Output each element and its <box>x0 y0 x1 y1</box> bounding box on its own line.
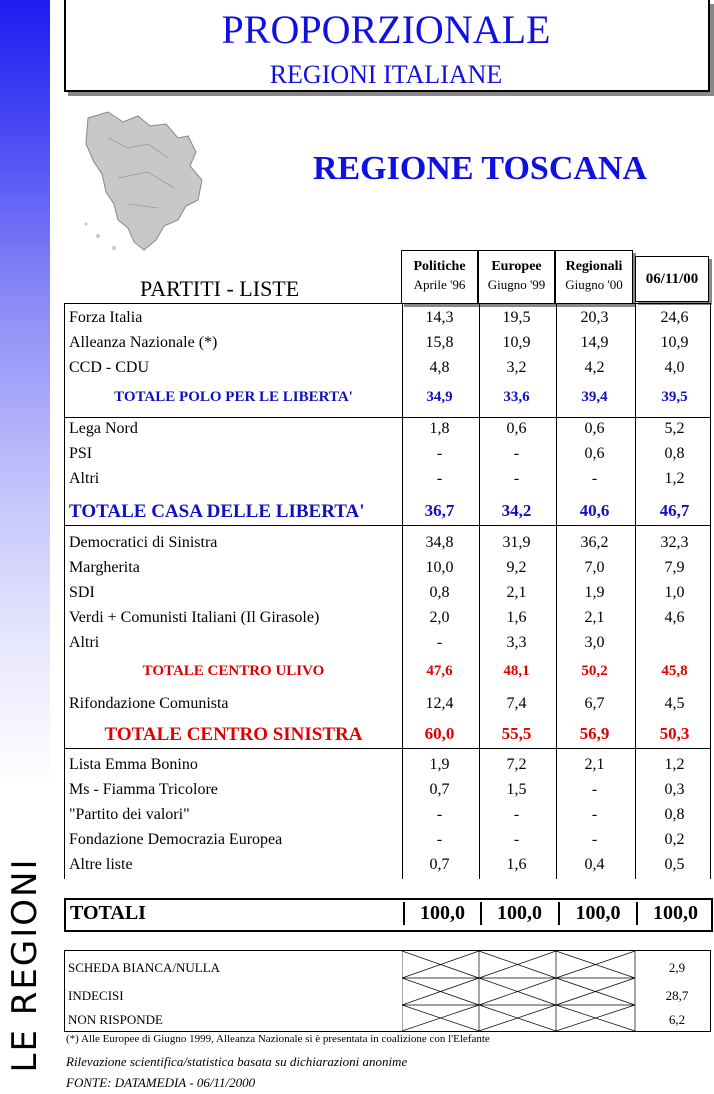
table-row <box>65 443 710 468</box>
row-label: Altre liste <box>69 856 133 873</box>
footnote: (*) Alle Europee di Giugno 1999, Alleanza Nazionale si è presentata in coalizione con l'Elefante <box>66 1033 490 1045</box>
row-value: 14,9 <box>580 334 609 351</box>
toscana-map-icon <box>78 108 218 258</box>
scheda-value: 2,9 <box>668 960 686 975</box>
row-value: - <box>513 445 520 462</box>
table-row <box>65 804 710 829</box>
row-label: Altri <box>69 470 100 487</box>
row-label: TOTALE CASA DELLE LIBERTA' <box>69 501 365 522</box>
row-label: TOTALE POLO PER LE LIBERTA' <box>114 389 353 405</box>
row-value: 4,8 <box>429 359 450 376</box>
row-value: - <box>513 831 520 848</box>
row-label: Fondazione Democrazia Europea <box>69 831 283 848</box>
row-value: 3,0 <box>584 634 605 651</box>
row-value: 0,6 <box>584 420 605 437</box>
table-row <box>65 582 710 607</box>
row-value: 2,1 <box>506 584 527 601</box>
table-row <box>65 357 710 382</box>
row-value: 1,8 <box>429 420 450 437</box>
row-value: 6,7 <box>584 695 605 712</box>
totali-row <box>64 898 713 932</box>
row-value: 34,9 <box>426 389 453 405</box>
table-row <box>65 307 710 332</box>
sidebar-label: LE REGIONI <box>5 857 45 1073</box>
row-label: Ms - Fiamma Tricolore <box>69 781 218 798</box>
row-value: 2,1 <box>584 756 605 773</box>
table-row <box>65 557 710 582</box>
row-value: - <box>591 831 598 848</box>
table-row <box>65 387 710 412</box>
row-label: PSI <box>69 445 93 462</box>
row-label: "Partito dei valori" <box>69 806 190 823</box>
row-value: 0,8 <box>664 445 685 462</box>
row-value: - <box>513 806 520 823</box>
row-value: 15,8 <box>425 334 454 351</box>
row-value: 4,5 <box>664 695 685 712</box>
row-value: 47,6 <box>426 663 453 679</box>
row-value: 60,0 <box>424 724 455 743</box>
non-risponde-label: NON RISPONDE <box>68 1012 163 1027</box>
row-value: 1,6 <box>506 609 527 626</box>
row-label: Alleanza Nazionale (*) <box>69 334 218 351</box>
row-value: 0,3 <box>664 781 685 798</box>
row-value: - <box>436 806 443 823</box>
row-value: 45,8 <box>661 663 688 679</box>
row-value: 36,7 <box>424 501 455 520</box>
row-value: 1,0 <box>664 584 685 601</box>
crossed-cells <box>402 951 636 1031</box>
column-name: Regionali <box>565 259 623 274</box>
row-value: 10,9 <box>502 334 531 351</box>
row-value: 1,9 <box>584 584 605 601</box>
row-value: - <box>513 470 520 487</box>
page-title: PROPORZIONALE <box>221 7 551 52</box>
row-value: - <box>591 781 598 798</box>
row-label: TOTALE CENTRO SINISTRA <box>104 724 363 745</box>
row-value: 4,2 <box>584 359 605 376</box>
row-value: 0,5 <box>664 856 685 873</box>
column-header-date: 06/11/00 <box>635 256 709 302</box>
table-row <box>65 468 710 493</box>
scheda-label: SCHEDA BIANCA/NULLA <box>68 960 221 975</box>
row-value: 0,2 <box>664 831 685 848</box>
row-value: 1,2 <box>664 756 685 773</box>
row-value: 50,2 <box>581 663 608 679</box>
row-value: 24,6 <box>660 309 689 326</box>
row-value: 1,5 <box>506 781 527 798</box>
table-row <box>65 499 710 524</box>
row-label: Forza Italia <box>69 309 143 326</box>
row-value: 32,3 <box>660 534 689 551</box>
row-value: - <box>436 634 443 651</box>
row-value: 1,2 <box>664 470 685 487</box>
row-value: 2,1 <box>584 609 605 626</box>
row-value: 55,5 <box>501 724 532 743</box>
table-row <box>65 418 710 443</box>
table-row <box>65 722 710 747</box>
totali-label: TOTALI <box>70 902 146 924</box>
row-value: 7,2 <box>506 756 527 773</box>
row-value: 9,2 <box>506 559 527 576</box>
row-label: TOTALE CENTRO ULIVO <box>142 663 325 679</box>
partiti-label: PARTITI - LISTE <box>140 276 300 301</box>
row-label: Democratici di Sinistra <box>69 534 218 551</box>
row-value: 1,9 <box>429 756 450 773</box>
row-value: 20,3 <box>580 309 609 326</box>
non-risponde-value: 6,2 <box>668 1012 686 1027</box>
row-value: 56,9 <box>579 724 610 743</box>
row-value: 3,2 <box>506 359 527 376</box>
row-value: 36,2 <box>580 534 609 551</box>
row-value: - <box>436 445 443 462</box>
row-value: 10,9 <box>660 334 689 351</box>
table-row <box>65 779 710 804</box>
totali-value: 100,0 <box>403 902 480 925</box>
row-value: 34,2 <box>501 501 532 520</box>
row-label: Rifondazione Comunista <box>69 695 229 712</box>
table-row <box>65 829 710 854</box>
totali-value: 100,0 <box>480 902 557 925</box>
column-name: Politiche <box>413 259 466 274</box>
row-value: 34,8 <box>425 534 454 551</box>
row-value: 0,6 <box>584 445 605 462</box>
table-row <box>65 607 710 632</box>
row-value: - <box>591 470 598 487</box>
rilevazione-note: Rilevazione scientifica/statistica basata su dichiarazioni anonime <box>66 1054 408 1069</box>
bottom-box <box>64 950 711 1032</box>
row-value: - <box>436 470 443 487</box>
region-title: REGIONE TOSCANA <box>312 150 648 187</box>
column-date: Giugno '99 <box>487 277 546 292</box>
row-value: 1,6 <box>506 856 527 873</box>
totali-value: 100,0 <box>636 902 713 925</box>
row-value: 50,3 <box>659 724 690 743</box>
row-value: 0,8 <box>664 806 685 823</box>
row-value: 0,4 <box>584 856 605 873</box>
row-value: 0,7 <box>429 856 450 873</box>
row-value: 7,9 <box>664 559 685 576</box>
row-value: 10,0 <box>425 559 454 576</box>
row-value: 12,4 <box>425 695 454 712</box>
totali-value: 100,0 <box>558 902 636 925</box>
row-value: 40,6 <box>579 501 610 520</box>
table-row <box>65 332 710 357</box>
column-date: Giugno '00 <box>565 277 623 292</box>
row-value: 48,1 <box>503 663 530 679</box>
page-subtitle: REGIONI ITALIANE <box>269 60 503 89</box>
indecisi-value: 28,7 <box>665 988 689 1003</box>
results-table <box>64 303 711 879</box>
row-value: 5,2 <box>664 420 685 437</box>
fonte-note: FONTE: DATAMEDIA - 06/11/2000 <box>66 1075 256 1090</box>
column-name: Europee <box>491 259 542 274</box>
row-value: 46,7 <box>659 501 690 520</box>
row-value: 7,0 <box>584 559 605 576</box>
table-row <box>65 532 710 557</box>
row-label: Lega Nord <box>69 420 138 437</box>
row-label: Altri <box>69 634 100 651</box>
table-row <box>65 693 710 718</box>
row-label: Margherita <box>69 559 140 576</box>
row-value: - <box>436 831 443 848</box>
row-value: 7,4 <box>506 695 527 712</box>
column-header-politiche <box>401 250 478 304</box>
table-row <box>65 661 710 686</box>
row-label: CCD - CDU <box>69 359 150 376</box>
table-row <box>65 854 710 879</box>
row-label: SDI <box>69 584 95 601</box>
row-value: 0,6 <box>506 420 527 437</box>
row-value: 4,6 <box>664 609 685 626</box>
row-value: 39,4 <box>581 389 608 405</box>
row-value: 0,8 <box>429 584 450 601</box>
indecisi-label: INDECISI <box>68 988 124 1003</box>
row-value: 3,3 <box>506 634 527 651</box>
row-value: 19,5 <box>502 309 531 326</box>
row-value: 0,7 <box>429 781 450 798</box>
column-date: Aprile '96 <box>413 277 466 292</box>
row-value: 33,6 <box>503 389 530 405</box>
row-value: 31,9 <box>502 534 531 551</box>
column-header-regionali <box>555 250 633 304</box>
column-header-europee <box>478 250 555 304</box>
row-label: Verdi + Comunisti Italiani (Il Girasole) <box>69 609 320 626</box>
row-label: Lista Emma Bonino <box>69 756 198 773</box>
table-row <box>65 632 710 657</box>
row-value: 2,0 <box>429 609 450 626</box>
row-value: 4,0 <box>664 359 685 376</box>
row-value: - <box>591 806 598 823</box>
row-value: 39,5 <box>661 389 688 405</box>
table-row <box>65 754 710 779</box>
row-value: 14,3 <box>425 309 454 326</box>
